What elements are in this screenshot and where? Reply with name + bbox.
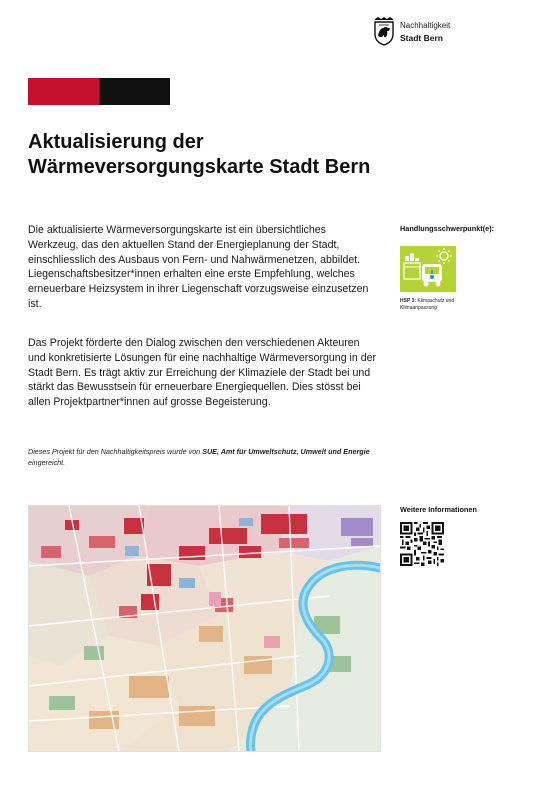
accent-bar-red [28,78,99,105]
org-line-1: Nachhaltigkeit [400,21,451,30]
description-paragraph-1: Die aktualisierte Wärmeversorgungskarte ist ein übersichtliches Werkzeug, das den aktuellen Stand der Energieplanung der Stadt, einschliesslich des Ausbaus von Fern- und Nahwärmenetzen, abbildet. Liegenschaftsbesitzer*innen erhalten eine erste Empfehlung, welches erneuerbare Heizsystem in ihrer Liegenschaft vorzugsweise einzusetzen ist. [28,224,369,310]
bern-bear-shield-icon [373,16,395,46]
note-prefix: Dieses Projekt für den Nachhaltigkeitspreis wurde von [28,447,203,456]
climate-protection-icon [400,246,456,292]
focus-heading: Handlungsschwerpunkt(e): [400,224,495,233]
page-title: Aktualisierung der Wärmeversorgungskarte Stadt Bern [28,131,371,178]
accent-bar-black [99,78,170,105]
description-paragraph-2: Das Projekt förderte den Dialog zwischen den verschiedenen Akteuren und konkretisierte Lösungen für eine nachhaltige Wärmeversorgung in der Stadt Bern. Es trägt aktiv zur Erreichung der Klimaziele der Stadt bei und stärkt das Bewusstsein für erneuerbare Energiequellen. Dies stösst bei allen Projektpartner*innen auf grosse Begeisterung. [28,337,377,409]
heat-supply-map [28,505,381,752]
stadt-bern-logo [373,16,483,50]
hsp-code: HSP 3: [400,298,417,304]
org-line-2: Stadt Bern [400,33,443,43]
qr-code-icon[interactable] [400,522,444,566]
note-suffix: eingereicht. [28,457,66,467]
hsp-label: Klimaschutz und Klimaanpassung [400,298,455,311]
heat-supply-map-graphic [29,506,380,751]
note-organization: SUE, Amt für Umweltschutz, Umwelt und Energie [202,447,370,456]
submission-note [28,447,378,468]
more-info-heading: Weitere Informationen [400,505,477,514]
focus-caption [400,298,480,312]
